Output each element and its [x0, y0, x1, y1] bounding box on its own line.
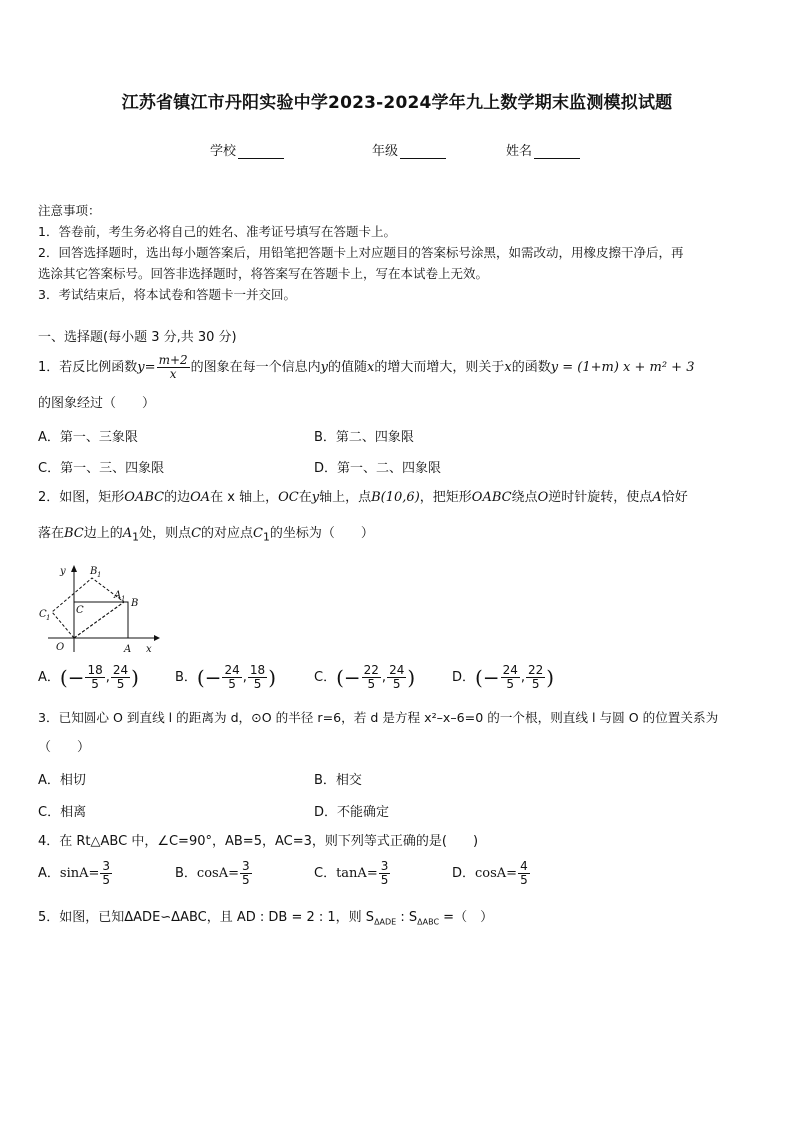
svg-text:y: y: [60, 566, 66, 577]
page-title: 江苏省镇江市丹阳实验中学2023-2024学年九上数学期末监测模拟试题: [121, 93, 673, 113]
rotated-rectangle: [52, 578, 124, 638]
option-b[interactable]: B．相交: [314, 773, 362, 788]
svg-text:x: x: [146, 644, 152, 655]
svg-text:1: 1: [97, 571, 102, 579]
svg-text:A: A: [114, 590, 122, 601]
option-d[interactable]: D．(− $\frac{24}{5}$ , $\frac{22}{5}$ ): [452, 663, 555, 691]
question-4: 4．在 Rt△ABC 中，∠C=90°，AB=5，AC=3，则下列等式正确的是( ): [38, 834, 479, 849]
option-c[interactable]: C．(− $\frac{22}{5}$ , $\frac{24}{5}$ ): [314, 663, 416, 691]
svg-text:C: C: [76, 605, 84, 616]
question-2: 2．如图，矩形OABC的边OA在 x 轴上，OC在y轴上，点B(10,6)，把矩形OABC绕点O逆时针旋转，使点A恰好: [38, 490, 688, 505]
question-3-line2: （ ）: [38, 740, 91, 755]
question-1-line2: 的图象经过（ ）: [38, 396, 156, 411]
school-field[interactable]: 学校: [210, 140, 284, 159]
option-a[interactable]: A．sinA= $\frac{3}{5}$: [38, 859, 111, 887]
option-b[interactable]: B．(− $\frac{24}{5}$ , $\frac{18}{5}$ ): [175, 663, 276, 691]
question-2-line2: 落在BC边上的$A_1$处，则点C的对应点$C_1$的坐标为（ ）: [38, 526, 374, 544]
question-3: 3．已知圆心 O 到直线 l 的距离为 d，⊙O 的半径 r=6，若 d 是方程 x²–x–6=0 的一个根，则直线 l 与圆 O 的位置关系为: [38, 710, 719, 725]
question-5: 5．如图，已知ΔADE∽ΔABC，且 AD : DB = 2 : 1，则 $S_{\Delta ADE}$ : $S_{\Delta ABC}$ =（ ）: [38, 910, 494, 927]
notice-item: 3．考试结束后，将本试卷和答题卡一并交回。: [38, 287, 296, 302]
notice-block: [38, 200, 760, 305]
option-d[interactable]: D．第一、二、四象限: [314, 461, 442, 476]
option-a[interactable]: A．第一、三象限: [38, 430, 138, 445]
notice-item: 1．答卷前，考生务必将自己的姓名、准考证号填写在答题卡上。: [38, 224, 396, 239]
option-a[interactable]: A．相切: [38, 773, 86, 788]
option-b[interactable]: B．第二、四象限: [314, 430, 414, 445]
name-field[interactable]: 姓名: [506, 140, 580, 159]
x-arrow-icon: [154, 635, 160, 641]
option-b[interactable]: B．cosA= $\frac{3}{5}$: [175, 859, 250, 887]
svg-text:1: 1: [121, 595, 126, 603]
notice-heading: 注意事项：: [38, 203, 101, 218]
svg-text:A: A: [124, 644, 132, 655]
notice-item: 2．回答选择题时，选出每小题答案后，用铅笔把答题卡上对应题目的答案标号涂黑，如需改动，用橡皮擦干净后，再: [38, 245, 684, 260]
section-heading: 一、选择题(每小题 3 分,共 30 分): [38, 330, 237, 345]
grade-field[interactable]: 年级: [372, 140, 446, 159]
y-arrow-icon: [71, 565, 77, 572]
svg-text:1: 1: [46, 614, 51, 622]
option-d[interactable]: D．cosA= $\frac{4}{5}$: [452, 859, 528, 887]
fraction: $\frac{m+2}{x}$: [158, 353, 188, 381]
svg-text:C: C: [39, 609, 47, 620]
svg-text:B: B: [131, 598, 139, 609]
option-d[interactable]: D．不能确定: [314, 805, 390, 820]
svg-text:B: B: [90, 566, 98, 577]
svg-text:O: O: [56, 642, 65, 653]
option-c[interactable]: C．相离: [38, 805, 87, 820]
option-c[interactable]: C．第一、三、四象限: [38, 461, 165, 476]
rotation-figure: [36, 560, 160, 656]
option-a[interactable]: A．(− $\frac{18}{5}$ , $\frac{24}{5}$ ): [38, 663, 139, 691]
question-1: 1．若反比例函数y= $\frac{m+2}{x}$ 的图象在每一个信息内y的值随x的增大而增大，则关于x的函数y = (1+m) x + m² + 3: [38, 353, 695, 381]
option-c[interactable]: C．tanA= $\frac{3}{5}$: [314, 859, 389, 887]
notice-item: 选涂其它答案标号。回答非选择题时，将答案写在答题卡上，写在本试卷上无效。: [38, 266, 489, 281]
